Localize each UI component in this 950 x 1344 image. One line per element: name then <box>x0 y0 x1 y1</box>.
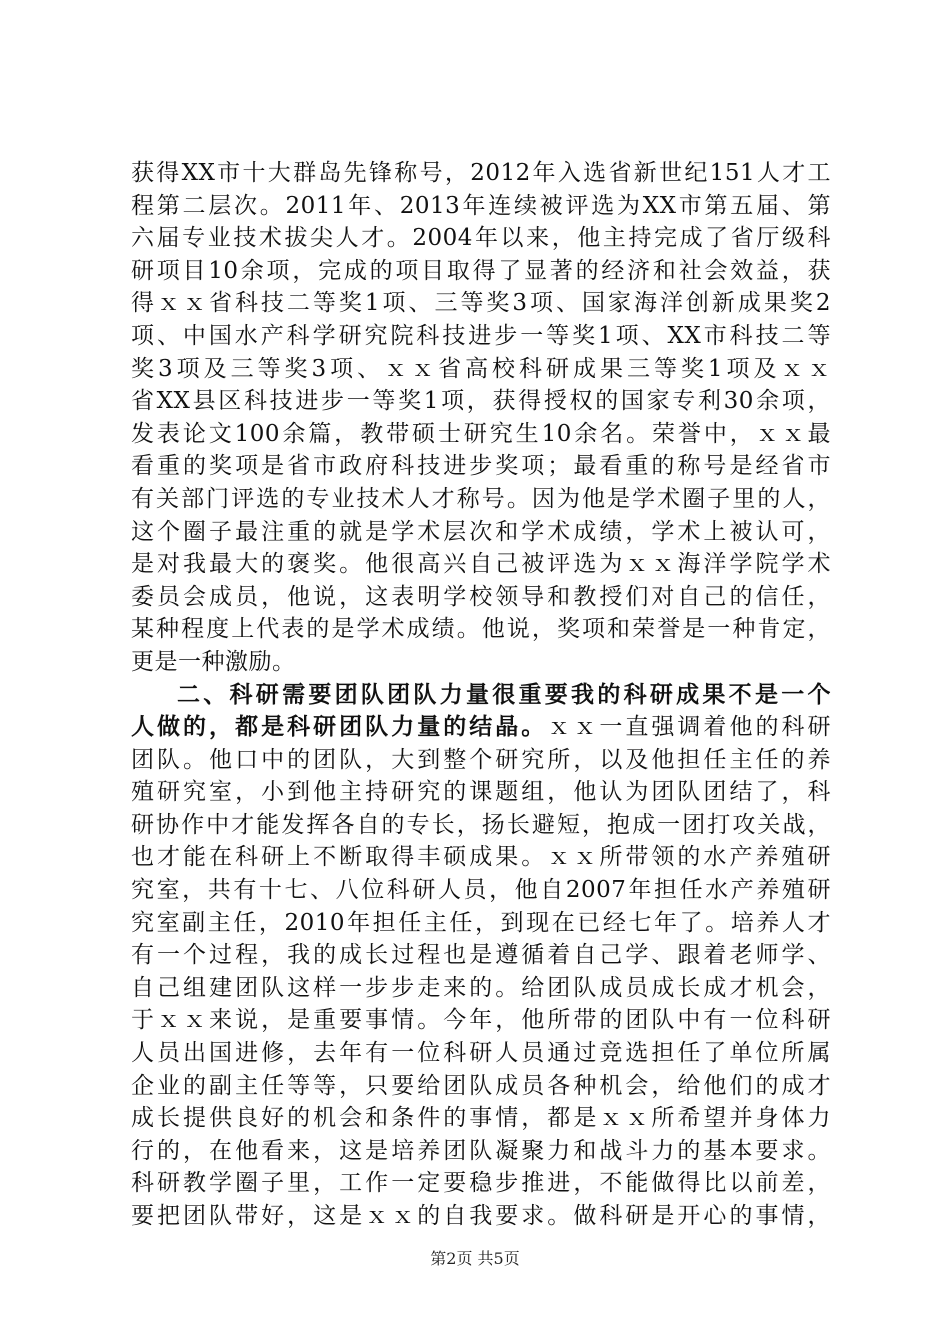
paragraph-line: 殖研究室，小到他主持研究的课题组，他认为团队团结了，科 <box>131 779 831 806</box>
section-heading: 二、科研需要团队团队力量很重要我的科研成果不是一个 <box>177 680 831 708</box>
paragraph-line: 究室，共有十七、八位科研人员，他自2007年担任水产养殖研 <box>131 877 831 904</box>
paragraph-line: 自己组建团队这样一步步走来的。给团队成员成长成才机会， <box>131 974 831 1001</box>
paragraph-line: 行的，在他看来，这是培养团队凝聚力和战斗力的基本要求。 <box>131 1137 831 1164</box>
section-heading-continued: 人做的，都是科研团队力量的结晶。 <box>131 713 548 741</box>
paragraph-line: 科研教学圈子里，工作一定要稳步推进，不能做得比以前差， <box>131 1170 831 1197</box>
paragraph-line: 有一个过程，我的成长过程也是遵循着自己学、跟着老师学、 <box>131 942 831 969</box>
paragraph-line: 这个圈子最注重的就是学术层次和学术成绩，学术上被认可， <box>131 518 831 545</box>
paragraph-line-mixed <box>131 711 831 744</box>
paragraph-line: 更是一种激励。 <box>131 648 296 675</box>
paragraph-line: 于ｘｘ来说，是重要事情。今年，他所带的团队中有一位科研 <box>131 1007 831 1034</box>
paragraph-line: 也才能在科研上不断取得丰硕成果。ｘｘ所带领的水产养殖研 <box>131 844 831 871</box>
paragraph-line: 要把团队带好，这是ｘｘ的自我要求。做科研是开心的事情， <box>131 1203 831 1229</box>
paragraph-line: 发表论文100余篇，教带硕士研究生10余名。荣誉中，ｘｘ最 <box>131 420 831 447</box>
body-text <box>131 157 831 1233</box>
paragraph-line: 人员出国进修，去年有一位科研人员通过竞选担任了单位所属 <box>131 1040 831 1067</box>
paragraph-line: 成长提供良好的机会和条件的事情，都是ｘｘ所希望并身体力 <box>131 1105 831 1132</box>
paragraph-line: 得ｘｘ省科技二等奖1项、三等奖3项、国家海洋创新成果奖2 <box>131 290 831 317</box>
page-number-footer: 第2页 共5页 <box>430 1249 520 1268</box>
paragraph-line: 委员会成员，他说，这表明学校领导和教授们对自己的信任， <box>131 583 831 610</box>
paragraph-line: 有关部门评选的专业技术人才称号。因为他是学术圈子里的人， <box>131 485 831 512</box>
paragraph-line: 省XX县区科技进步一等奖1项，获得授权的国家专利30余项， <box>131 388 831 415</box>
paragraph-text: ｘｘ一直强调着他的科研 <box>547 714 832 741</box>
paragraph-line: 看重的奖项是省市政府科技进步奖项；最看重的称号是经省市 <box>131 453 831 480</box>
paragraph-line: 获得XX市十大群岛先锋称号，2012年入选省新世纪151人才工 <box>131 160 831 186</box>
paragraph-line: 是对我最大的褒奖。他很高兴自己被评选为ｘｘ海洋学院学术 <box>131 551 831 578</box>
paragraph-line: 团队。他口中的团队，大到整个研究所，以及他担任主任的养 <box>131 746 831 773</box>
paragraph-line: 某种程度上代表的是学术成绩。他说，奖项和荣誉是一种肯定， <box>131 616 831 643</box>
paragraph-line: 六届专业技术拔尖人才。2004年以来，他主持完成了省厅级科 <box>131 225 831 252</box>
paragraph-line: 项、中国水产科学研究院科技进步一等奖1项、XX市科技二等 <box>131 322 831 349</box>
paragraph-line: 奖3项及三等奖3项、ｘｘ省高校科研成果三等奖1项及ｘｘ <box>131 355 831 382</box>
paragraph-line: 程第二层次。2011年、2013年连续被评选为XX市第五届、第 <box>131 192 831 219</box>
paragraph-line: 研协作中才能发挥各自的专长，扬长避短，抱成一团打攻关战， <box>131 811 831 838</box>
paragraph-line: 企业的副主任等等，只要给团队成员各种机会，给他们的成才 <box>131 1072 831 1099</box>
paragraph-line: 研项目10余项，完成的项目取得了显著的经济和社会效益，获 <box>131 257 831 284</box>
paragraph-line: 究室副主任，2010年担任主任，到现在已经七年了。培养人才 <box>131 909 831 936</box>
